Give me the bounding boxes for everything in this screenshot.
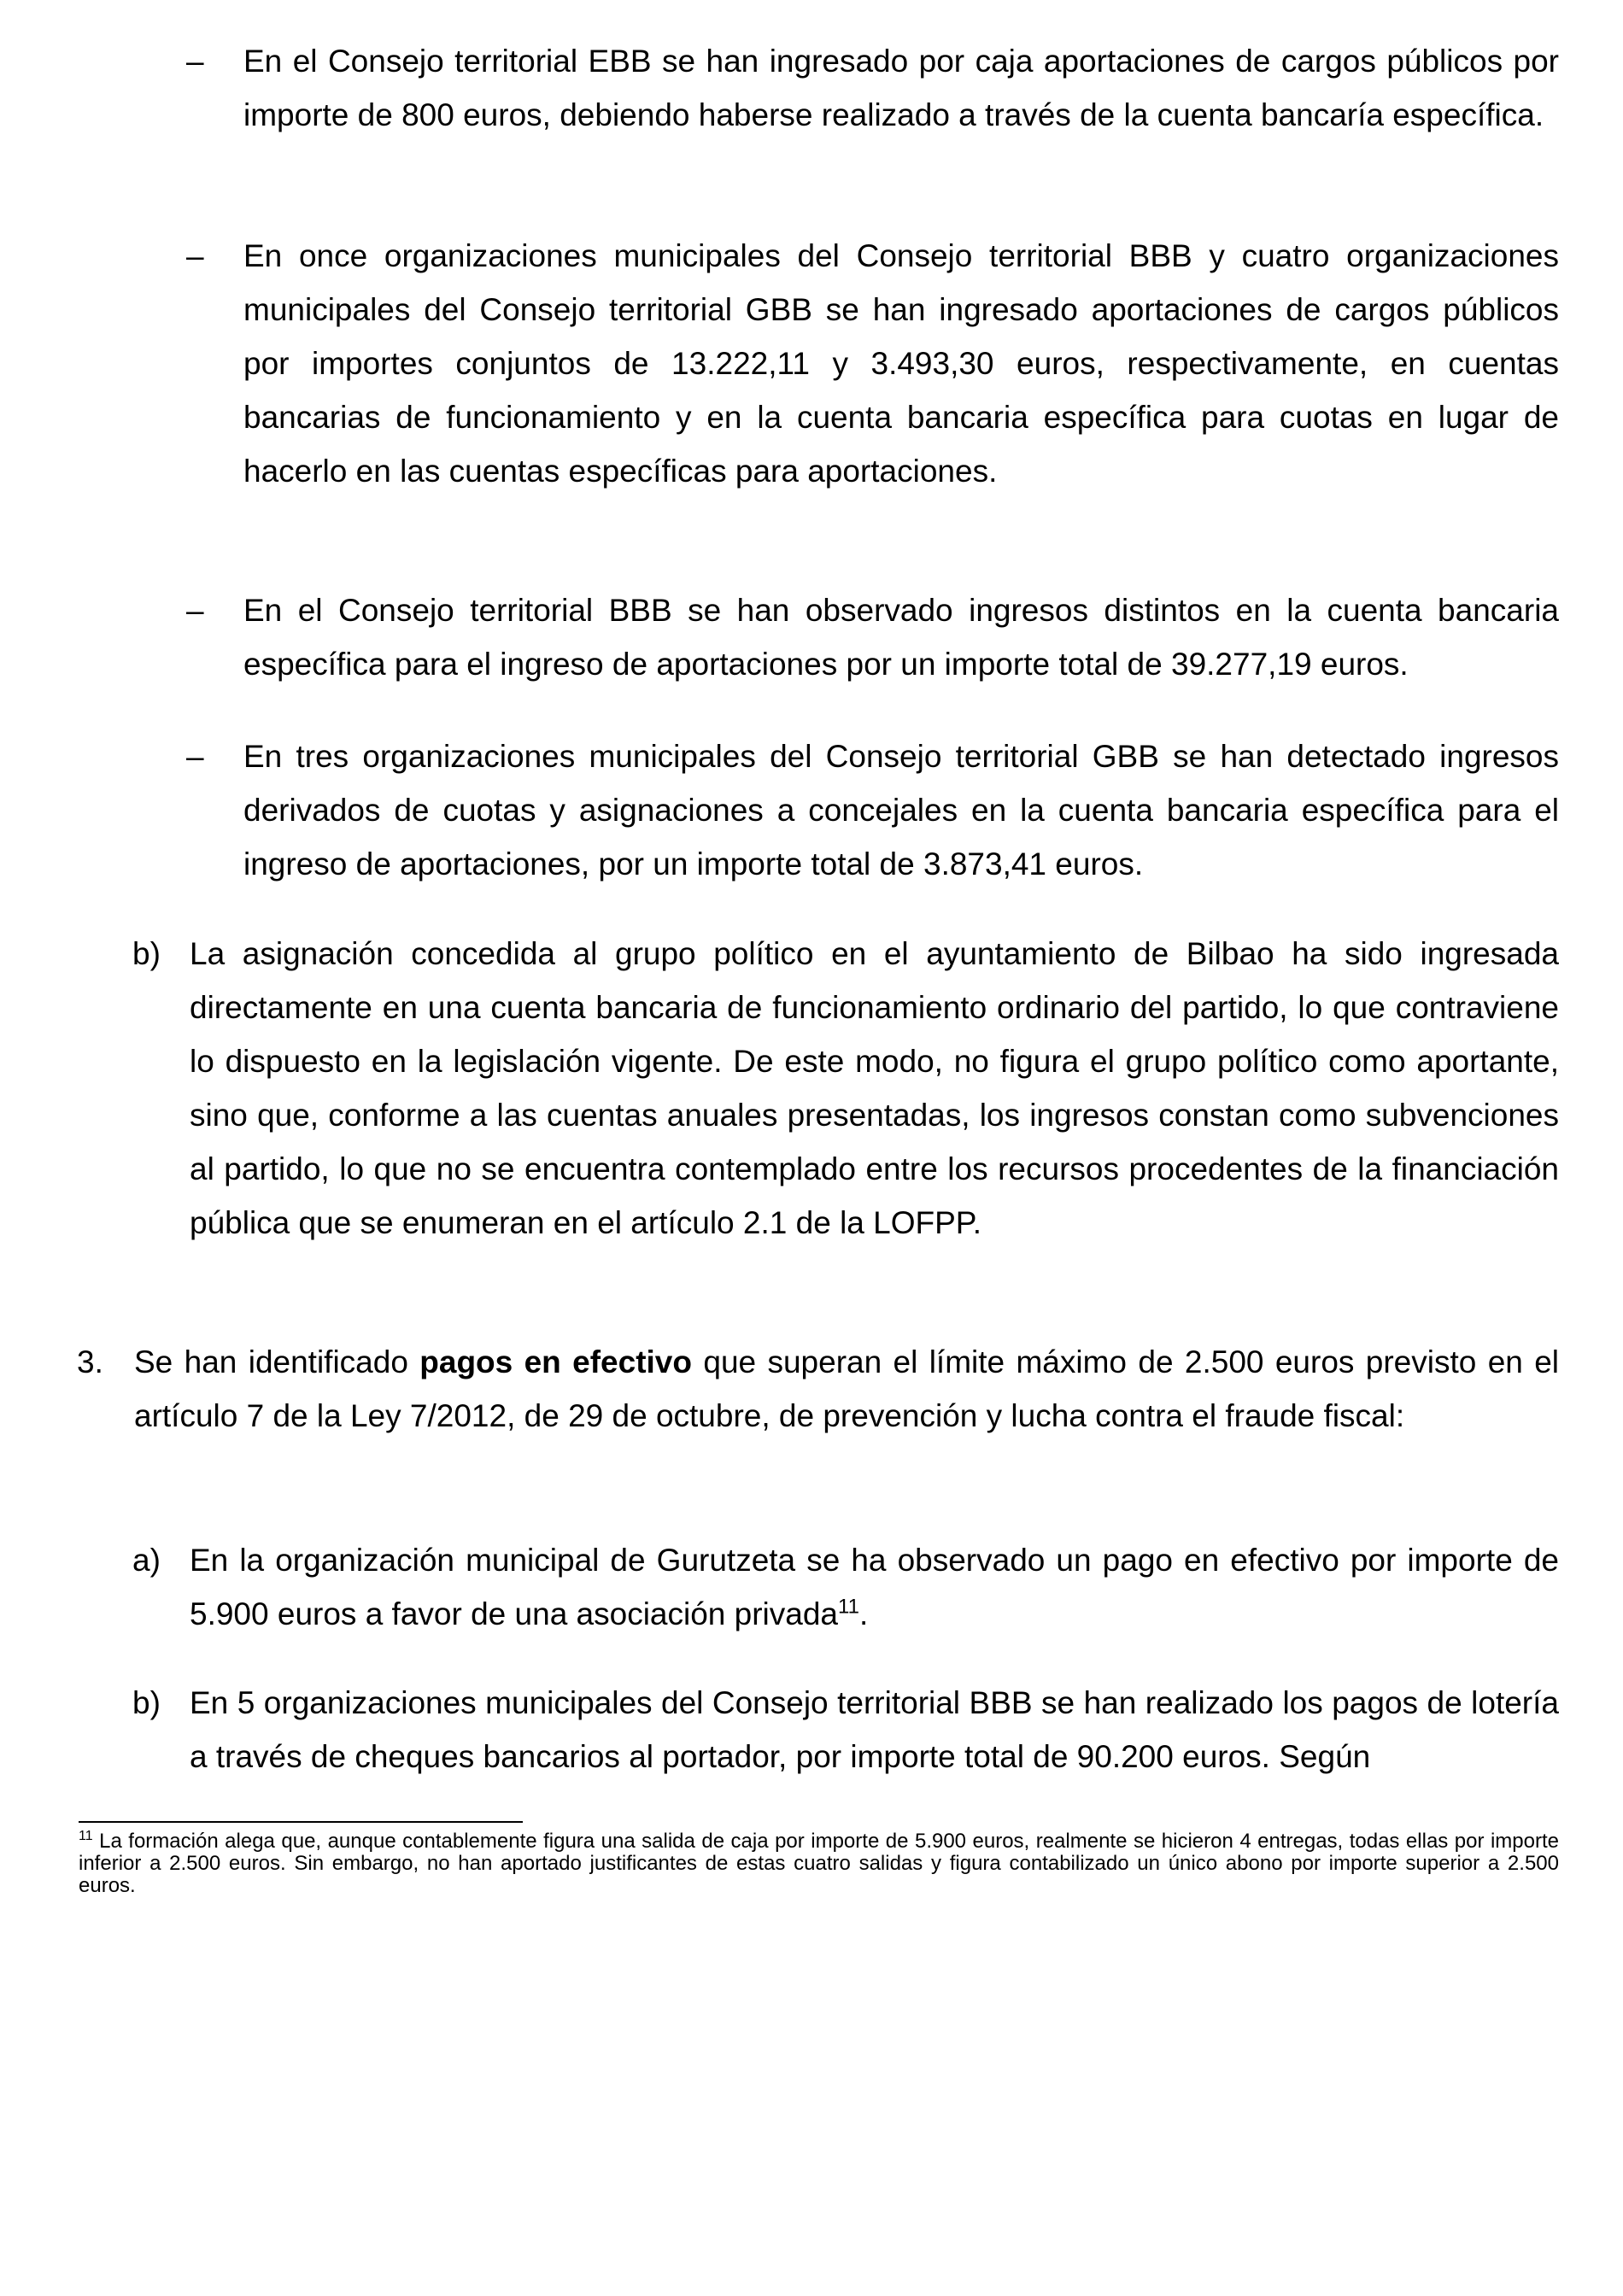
footnote [79, 1830, 1559, 1897]
list-marker-dash: – [186, 593, 204, 628]
list-marker-dash: – [186, 238, 204, 273]
footnote-number: 11 [79, 1829, 93, 1843]
list-marker-number: 3. [77, 1344, 103, 1379]
list-item-gurutzeta [190, 1533, 1559, 1641]
paragraph-text: que superan el límite máximo de 2.500 euros previsto en el artículo 7 de la Ley 7/2012, de 29 de octubre, de prevención y lucha contra el fraude fiscal: [134, 1344, 1560, 1433]
list-marker-letter: a) [132, 1543, 161, 1578]
list-item-pagos-efectivo [134, 1335, 1559, 1443]
footnote-text: La formación alega que, aunque contablemente figura una salida de caja por importe de 5.900 euros, realmente se hicieron 4 entregas, todas ellas por importe inferior a 2.500 euros. Sin embargo, no han aportado justificantes de estas cuatro salidas y figura contabilizado un único abono por importe superior a 2.500 euros. [79, 1830, 1559, 1897]
paragraph-text: En la organización municipal de Gurutzeta se ha observado un pago en efectivo por importe de 5.900 euros a favor de una asociación privada [190, 1543, 1559, 1631]
paragraph-text: Se han identificado [134, 1344, 420, 1379]
bold-term: pagos en efectivo [419, 1344, 692, 1379]
list-item-asignacion-bilbao: La asignación concedida al grupo político en el ayuntamiento de Bilbao ha sido ingresada directamente en una cuenta bancaria de funcionamiento ordinario del partido, lo que contraviene lo dispuesto en la legislación vigente. De este modo, no figura el grupo político como aportante, sino que, conforme a las cuentas anuales presentadas, los ingresos constan como subvenciones al partido, lo que no se encuentra contemplado entre los recursos procedentes de la financiación pública que se enumeran en el artículo 2.1 de la LOFPP. [190, 936, 1559, 1240]
list-item-bbb-gbb-aportaciones: En once organizaciones municipales del Consejo territorial BBB y cuatro organizaciones municipales del Consejo territorial GBB se han ingresado aportaciones de cargos públicos por importes conjuntos de 13.222,11 y 3.493,30 euros, respectivamente, en cuentas bancarias de funcionamiento y en la cuenta bancaria específica para cuotas en lugar de hacerlo en las cuentas específicas para aportaciones. [243, 238, 1559, 489]
list-item-ebb-caja: En el Consejo territorial EBB se han ingresado por caja aportaciones de cargos públicos por importe de 800 euros, debiendo haberse realizado a través de la cuenta bancaría específica. [243, 44, 1559, 132]
footnote-separator [79, 1821, 523, 1823]
list-marker-dash: – [186, 44, 204, 79]
list-marker-letter: b) [132, 936, 161, 971]
list-item-loteria-cheques: En 5 organizaciones municipales del Consejo territorial BBB se han realizado los pagos de lotería a través de cheques bancarios al portador, por importe total de 90.200 euros. Según [190, 1685, 1559, 1774]
list-item-bbb-ingresos: En el Consejo territorial BBB se han observado ingresos distintos en la cuenta bancaria específica para el ingreso de aportaciones por un importe total de 39.277,19 euros. [243, 593, 1559, 682]
list-item-gbb-cuotas: En tres organizaciones municipales del Consejo territorial GBB se han detectado ingresos derivados de cuotas y asignaciones a concejales en la cuenta bancaria específica para el ingreso de aportaciones, por un importe total de 3.873,41 euros. [243, 739, 1559, 882]
footnote-reference: 11 [838, 1595, 859, 1619]
list-marker-dash: – [186, 739, 204, 774]
list-marker-letter: b) [132, 1685, 161, 1720]
paragraph-text: . [858, 1596, 869, 1631]
